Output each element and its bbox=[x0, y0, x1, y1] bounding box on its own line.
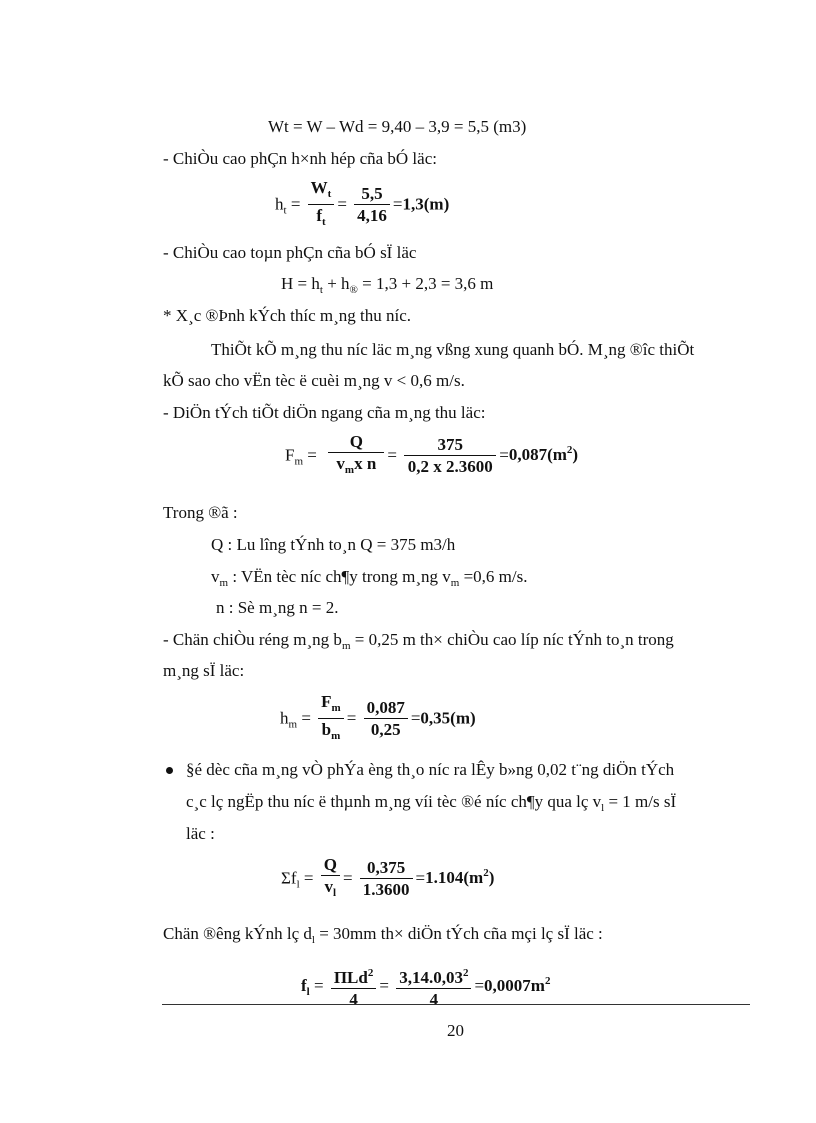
paragraph-line-2: kÕ sao cho vËn tèc ë cuèi m¸ng v < 0,6 m/s. bbox=[163, 371, 465, 390]
bullet-line-1: §é dèc cña m¸ng vÒ phÝa èng th¸o níc ra lÊy b»ng 0,02 t¨ng diÖn tÝch bbox=[186, 760, 675, 779]
orifice-area-equation: $\Sigma f_l$ = $\frac{Q}{v_l}$ = $\frac{0,375}{1.3600}$ $=1.104(m^2)$ bbox=[281, 855, 495, 899]
height-heading: - ChiÒu cao phÇn h×nh hép cña bÓ läc: bbox=[163, 149, 437, 168]
volume-equation: Wt = W – Wd = 9,40 – 3,9 = 5,5 (m3) bbox=[268, 117, 527, 136]
width-choice-line-2: m¸ng sÏ läc: bbox=[163, 661, 245, 680]
hm-equation: $h_m$ = $\frac{F_m}{b_m}$ = $\frac{0,087}{0,25}$ =0,35(m) bbox=[280, 692, 476, 742]
total-height-equation: $H = h_t + h_® = 1,3 + 2,3 = 3,6$ m bbox=[281, 274, 494, 296]
n-definition: n : Sè m¸ng n = 2. bbox=[216, 598, 339, 617]
bullet-dot bbox=[166, 767, 173, 774]
page-number: 20 bbox=[447, 1021, 464, 1040]
width-choice-line-1: - Chän chiÒu réng m¸ng $b_m = 0,25$ m th× chiÒu cao líp níc tÝnh to¸n trong bbox=[163, 630, 674, 652]
vm-definition: $v_m$ : VËn tèc níc ch¶y trong m¸ng $v_m =0,6$ m/s. bbox=[211, 567, 528, 589]
area-heading: - DiÖn tÝch tiÕt diÖn ngang cña m¸ng thu läc: bbox=[163, 403, 486, 422]
paragraph-line-1: ThiÕt kÕ m¸ng thu níc läc m¸ng vßng xung quanh bÓ. M¸ng ®îc thiÕt bbox=[211, 340, 695, 359]
diameter-choice: Chän ®êng kÝnh lç $d_l = 30mm$ th× diÖn tÝch cña mçi lç sÏ läc : bbox=[163, 924, 603, 946]
bullet-line-2: c¸c lç ngËp thu níc ë thµnh m¸ng víi tèc ®é níc ch¶y qua lç $v_l = 1$ m/s sÏ bbox=[186, 792, 677, 814]
footer-rule bbox=[162, 1004, 750, 1005]
ht-equation: $h_t$ = $\frac{W_t}{f_t}$ = $\frac{5,5}{4,16}$ =1,3(m) bbox=[275, 178, 450, 228]
total-height-heading: - ChiÒu cao toµn phÇn cña bÓ sÏ läc bbox=[163, 243, 417, 262]
channel-heading: * X¸c ®Þnh kÝch thíc m¸ng thu níc. bbox=[163, 306, 412, 325]
where-label: Trong ®ã : bbox=[163, 503, 238, 522]
bullet-line-3: läc : bbox=[186, 824, 215, 843]
area-equation: $F_m$ = $\frac{Q}{v_mx n}$ = $\frac{375}{0,2 x 2.3600}$ $=0,087(m^2)$ bbox=[285, 432, 579, 476]
q-definition: Q : Lu lîng tÝnh to¸n Q = 375 m3/h bbox=[211, 535, 456, 554]
hole-area-equation: $f_l$ = $\frac{\Pi Ld^2}{4}$ = $\frac{3,14.0,03^2}{4}$ $=0,0007m^2$ bbox=[301, 963, 550, 1011]
